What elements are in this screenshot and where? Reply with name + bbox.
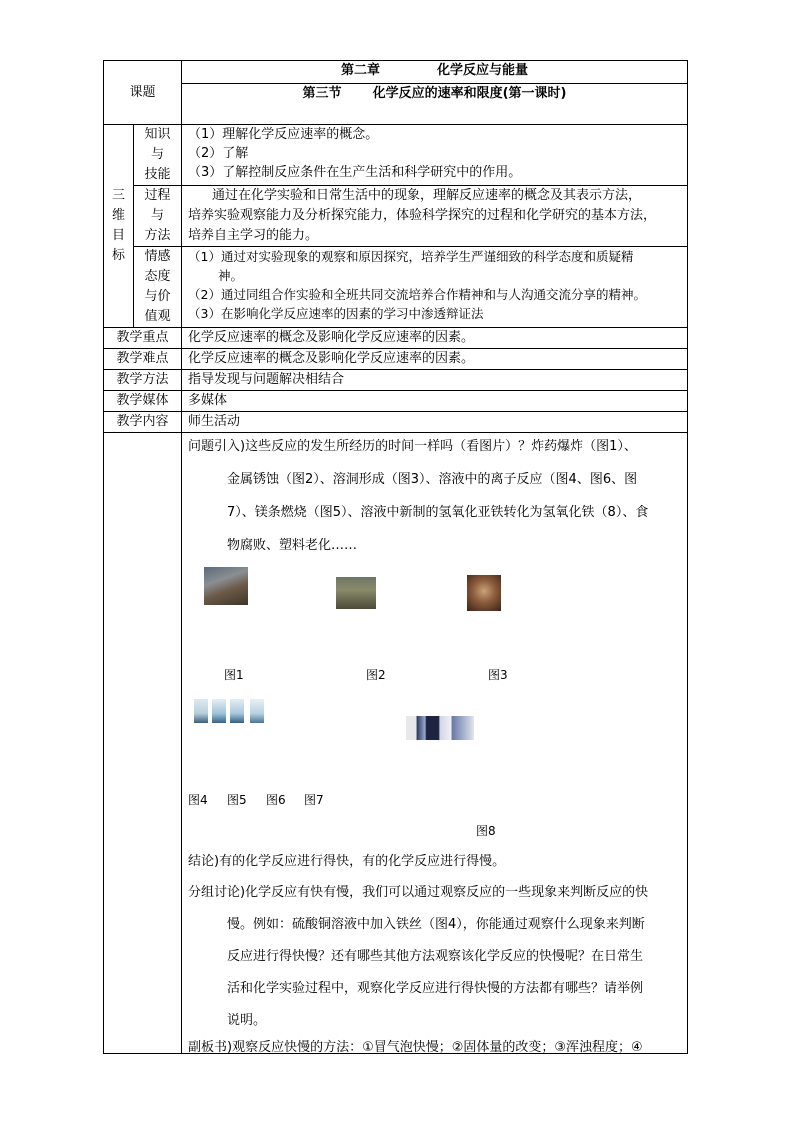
conclusion-line: 结论)有的化学反应进行得快，有的化学反应进行得慢。 <box>188 854 506 869</box>
figure-6-caption: 图6 <box>266 793 286 807</box>
discussion-line-1: 分组讨论)化学反应有快有慢，我们可以通过观察反应的一些现象来判断反应的快 <box>188 885 649 900</box>
key-point-label: 教学重点 <box>104 328 182 349</box>
figure-2-caption: 图2 <box>366 668 386 682</box>
media-label: 教学媒体 <box>104 391 182 412</box>
section-heading <box>182 84 688 125</box>
intro-line-2: 金属锈蚀（图2）、溶洞形成（图3）、溶液中的离子反应（图4、图6、图 <box>227 472 638 487</box>
figure-4-caption: 图4 <box>188 793 208 807</box>
content-body <box>182 433 688 1054</box>
content-label: 教学内容 <box>104 412 182 433</box>
content-value: 师生活动 <box>182 412 688 433</box>
figure-3-image <box>467 575 501 611</box>
section-title: 化学反应的速率和限度 <box>372 86 503 101</box>
section-number: 第三节 <box>302 86 342 101</box>
figure-2-image <box>336 577 376 609</box>
media-value: 多媒体 <box>182 391 688 412</box>
figure-7-caption: 图7 <box>304 793 324 807</box>
figure-3-caption: 图3 <box>488 668 508 682</box>
discussion-line-4: 活和化学实验过程中，观察化学反应进行得快慢的方法都有哪些？请举例 <box>227 981 644 996</box>
process-label: 过程 与 方法 <box>134 186 182 247</box>
board-line: 副板书)观察反应快慢的方法：①冒气泡快慢；②固体量的改变；③浑浊程度；④ <box>188 1040 643 1055</box>
discussion-line-3: 反应进行得快慢？还有哪些其他方法观察该化学反应的快慢呢？在日常生 <box>227 949 644 964</box>
method-value: 指导发现与问题解决相结合 <box>182 370 688 391</box>
intro-line-3: 7）、镁条燃烧（图5）、溶液中新制的氢氧化亚铁转化为氢氧化铁（8）、食 <box>227 505 649 520</box>
emotion-label: 情感 态度 与价 值观 <box>134 247 182 328</box>
difficulty-value: 化学反应速率的概念及影响化学反应速率的因素。 <box>182 349 688 370</box>
discussion-line-5: 说明。 <box>227 1013 267 1028</box>
figure-7-image <box>250 699 264 723</box>
knowledge-goals: （1）理解化学反应速率的概念。 （2）了解 （3）了解控制反应条件在生产生活和科学研究中的作用。 <box>182 125 688 186</box>
chapter-number: 第二章 <box>340 63 380 78</box>
section-note: (第一课时) <box>502 86 567 101</box>
chapter-title: 化学反应与能量 <box>437 63 529 78</box>
figure-5-image <box>212 699 226 723</box>
lesson-plan-table <box>103 60 688 1054</box>
process-goals: 通过在化学实验和日常生活中的现象，理解反应速率的概念及其表示方法， 培养实验观察能力及分析探究能力，体验科学探究的过程和化学研究的基本方法， 培养自主学习的能力。 <box>182 186 688 247</box>
intro-line-1: 问题引入)这些反应的发生所经历的时间一样吗（看图片）？炸药爆炸（图1）、 <box>188 439 637 454</box>
difficulty-label: 教学难点 <box>104 349 182 370</box>
knowledge-label: 知识 与 技能 <box>134 125 182 186</box>
figure-8-image <box>406 716 474 740</box>
figure-5-caption: 图5 <box>227 793 247 807</box>
figure-6-image <box>230 699 244 723</box>
emotion-goals: （1）通过对实验现象的观察和原因探究，培养学生严谨细致的科学态度和质疑精 神。 （2）通过同组合作实验和全班共同交流培养合作精神和与人沟通交流分享的精神。 （3）在影响化学反应速率的因素的学习中渗透辩证法 <box>182 247 688 328</box>
intro-line-4: 物腐败、塑料老化…… <box>227 538 358 553</box>
chapter-heading <box>182 61 688 84</box>
discussion-line-2: 慢。例如：硫酸铜溶液中加入铁丝（图4），你能通过观察什么现象来判断 <box>227 917 645 932</box>
figure-1-image <box>204 567 248 605</box>
content-left-blank <box>104 433 182 1054</box>
figure-4-image <box>194 699 208 723</box>
method-label: 教学方法 <box>104 370 182 391</box>
topic-label: 课题 <box>104 61 182 125</box>
three-dim-goals-label: 三 维 目 标 <box>104 125 134 328</box>
figure-1-caption: 图1 <box>224 668 244 682</box>
key-point-value: 化学反应速率的概念及影响化学反应速率的因素。 <box>182 328 688 349</box>
figure-8-caption: 图8 <box>476 824 496 838</box>
